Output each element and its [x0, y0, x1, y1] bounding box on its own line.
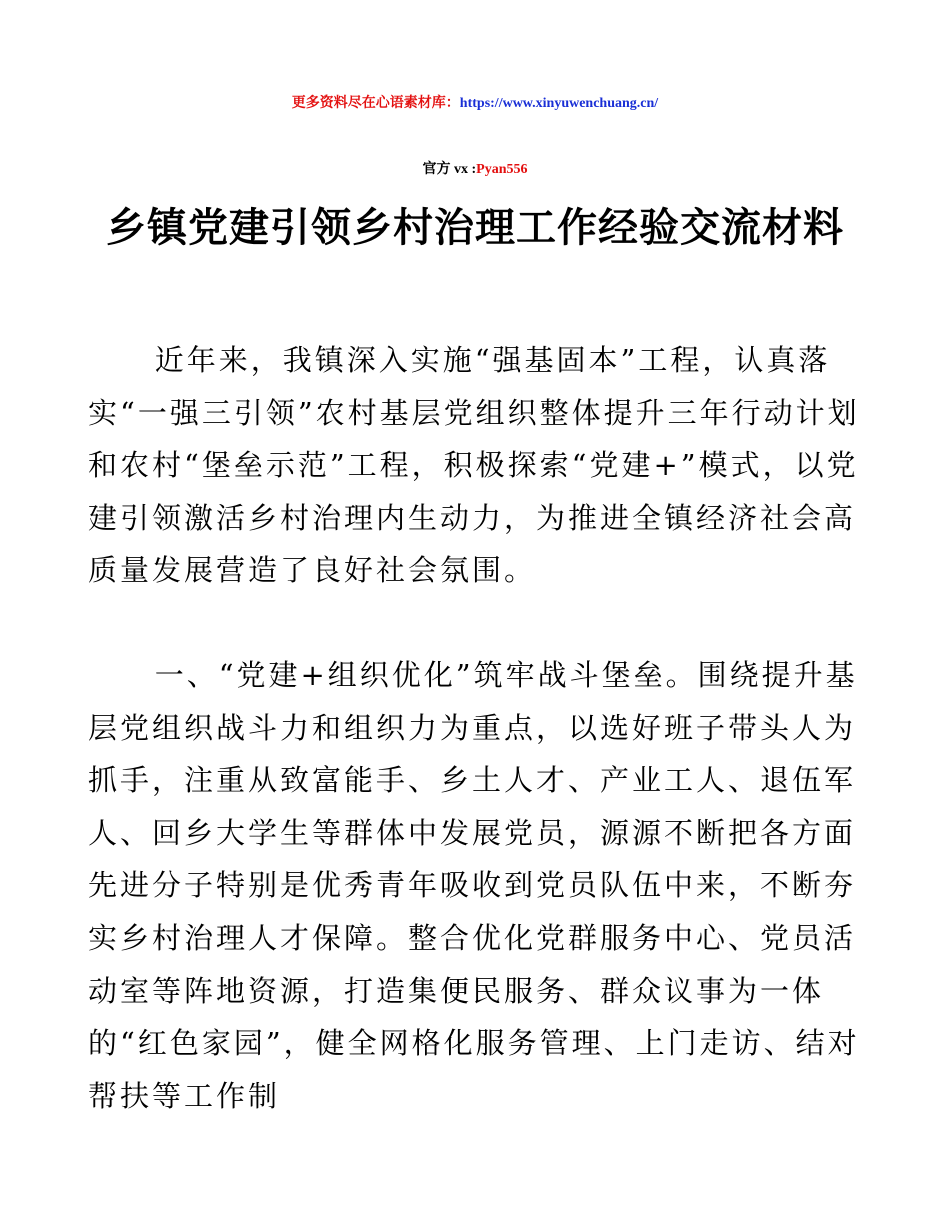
paragraph-1: 近年来，我镇深入实施“强基固本”工程，认真落实“一强三引领”农村基层党组织整体提升三年行动计划和农村“堡垒示范”工程，积极探索“党建+”模式，以党建引领激活乡村治理内生动力，为推进全镇经济社会高质量发展营造了良好社会氛围。	[88, 343, 860, 588]
paragraph-2: 一、“党建+组织优化”筑牢战斗堡垒。围绕提升基层党组织战斗力和组织力为重点，以选好班子带头人为抓手，注重从致富能手、乡土人才、产业工人、退伍军人、回乡大学生等群体中发展党员，源源不断把各方面先进分子特别是优秀青年吸收到党员队伍中来，不断夯实乡村治理人才保障。整合优化党群服务中心、党员活动室等阵地资源，打造集便民服务、群众议事为一体的“红色家园”，健全网格化服务管理、上门走访、结对帮扶等工作制	[88, 658, 860, 1113]
vx-id: Pyan556	[476, 162, 528, 177]
vx-label: 官方 vx :	[422, 162, 477, 177]
vx-header	[0, 158, 950, 178]
promo-header	[0, 92, 950, 112]
promo-text: 更多资料尽在心语素材库：	[291, 96, 460, 111]
promo-link[interactable]: https://www.xinyuwenchuang.cn/	[459, 96, 659, 111]
document-title: 乡镇党建引领乡村治理工作经验交流材料	[106, 204, 844, 251]
